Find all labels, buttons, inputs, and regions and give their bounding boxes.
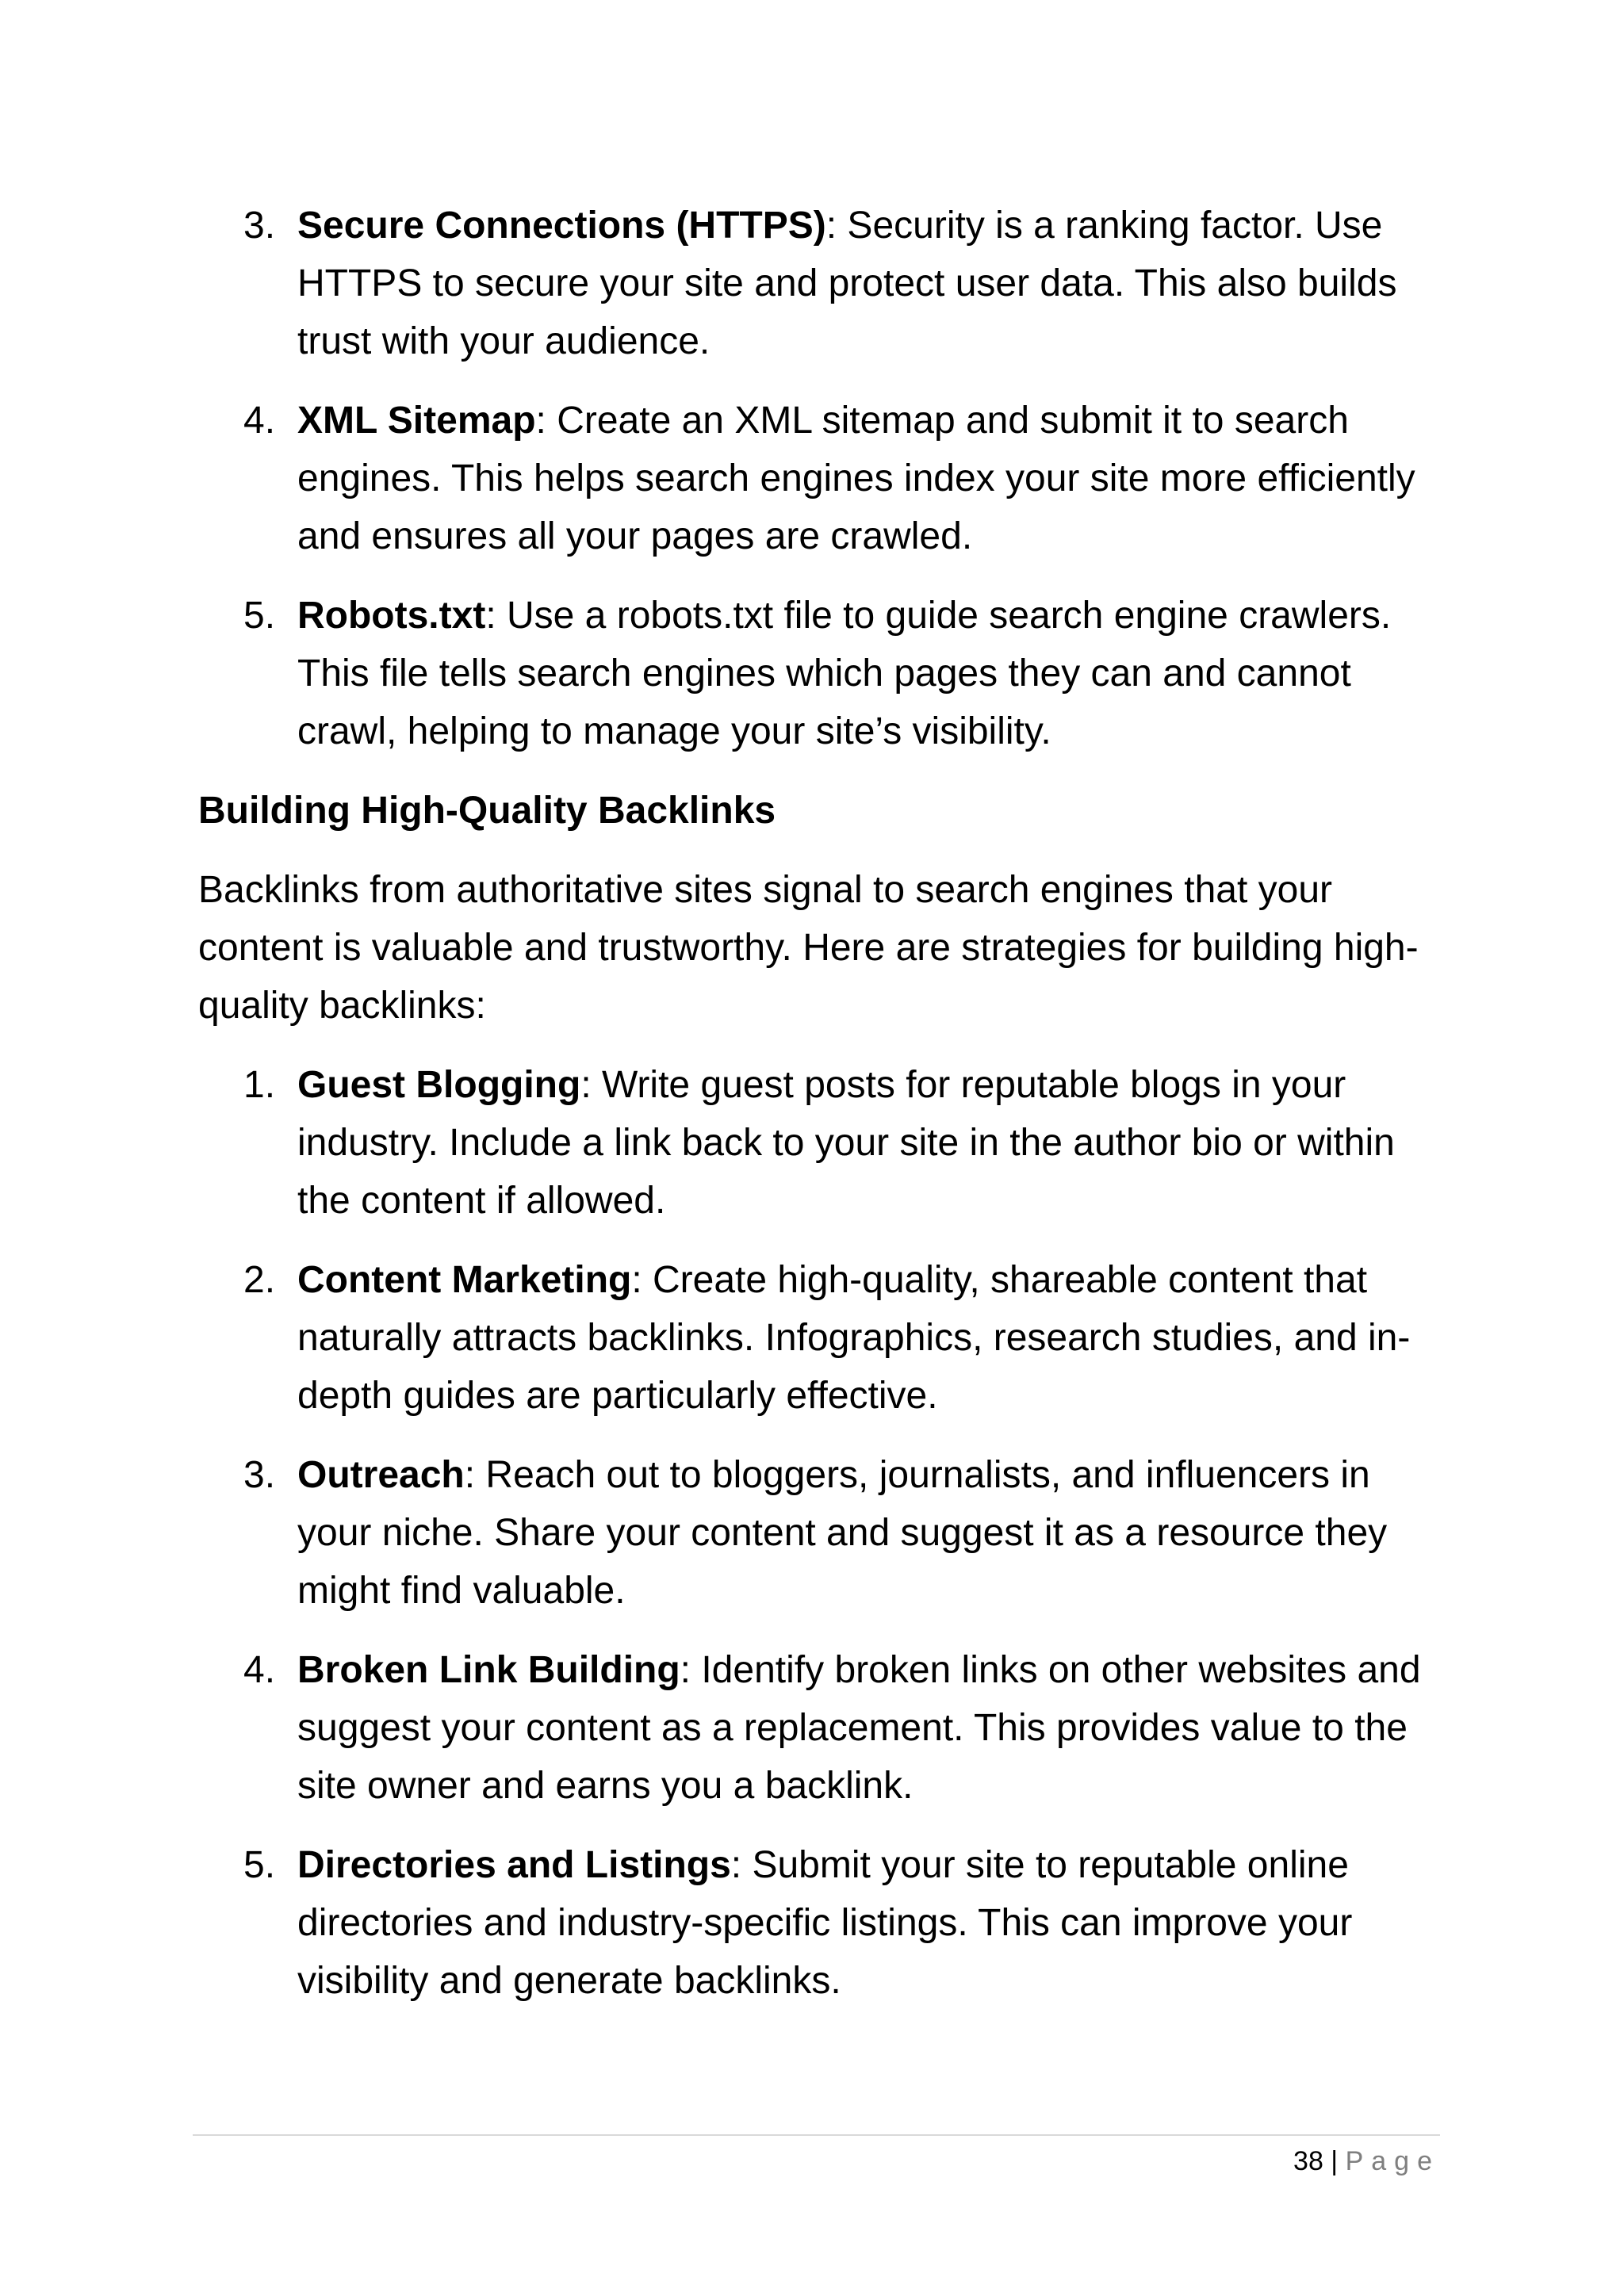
list-item-term: Secure Connections (HTTPS)	[297, 205, 826, 247]
page-content	[198, 197, 1443, 2031]
list-item-text: : Submit your site to reputable online directories and industry-specific listings. This can improve your visibility and generate backlinks.	[297, 1844, 1353, 2002]
list-item-text: : Identify broken links on other websites and suggest your content as a replacement. This provides value to the site owner and earns you a backlink.	[297, 1649, 1421, 1807]
section-intro: Backlinks from authoritative sites signal to search engines that your content is valuable and trustworthy. Here are strategies for building high-quality backlinks:	[198, 869, 1419, 1027]
list-item-text: : Write guest posts for reputable blogs in your industry. Include a link back to your site in the author bio or within the content if allowed.	[297, 1064, 1395, 1222]
list-item-text: : Use a robots.txt file to guide search engine crawlers. This file tells search engines which pages they can and cannot crawl, helping to manage your site’s visibility.	[297, 595, 1392, 752]
list-item	[198, 1836, 1443, 2010]
list-item	[198, 1056, 1443, 1230]
footer-divider	[193, 2134, 1440, 2136]
list-item	[198, 1641, 1443, 1815]
list-item	[198, 1446, 1443, 1620]
list-item-term: Directories and Listings	[297, 1844, 731, 1886]
list-item-number: 5.	[243, 1844, 276, 1886]
footer-separator: |	[1323, 2146, 1346, 2176]
list-item-text: : Reach out to bloggers, journalists, and influencers in your niche. Share your content and suggest it as a resource they might find valuable.	[297, 1454, 1388, 1612]
page-number: 38	[1293, 2146, 1323, 2176]
list-item	[198, 392, 1443, 565]
list-item-term: Broken Link Building	[297, 1649, 680, 1691]
list-item-text: : Create high-quality, shareable content that naturally attracts backlinks. Infographics, research studies, and in-depth guides are particularly effective.	[297, 1259, 1411, 1417]
list-item-number: 2.	[243, 1259, 276, 1301]
list-item	[198, 197, 1443, 370]
list-item-number: 5.	[243, 595, 276, 637]
backlink-strategies-list	[198, 1056, 1443, 2010]
technical-seo-list	[198, 197, 1443, 760]
page-label: Page	[1345, 2146, 1440, 2176]
list-item-number: 1.	[243, 1064, 276, 1106]
list-item-number: 3.	[243, 1454, 276, 1496]
list-item-text: : Security is a ranking factor. Use HTTPS to secure your site and protect user data. This also builds trust with your audience.	[297, 205, 1397, 362]
list-item-term: Guest Blogging	[297, 1064, 581, 1106]
list-item-term: Robots.txt	[297, 595, 486, 637]
list-item-number: 4.	[243, 1649, 276, 1691]
section-heading: Building High-Quality Backlinks	[198, 790, 776, 832]
list-item-term: Outreach	[297, 1454, 465, 1496]
list-item-number: 3.	[243, 205, 276, 247]
list-item	[198, 587, 1443, 760]
list-item-text: : Create an XML sitemap and submit it to search engines. This helps search engines index your site more efficiently and ensures all your pages are crawled.	[297, 400, 1415, 557]
list-item-term: XML Sitemap	[297, 400, 536, 442]
list-item	[198, 1251, 1443, 1425]
page-footer	[1293, 2141, 1440, 2182]
list-item-number: 4.	[243, 400, 276, 442]
list-item-term: Content Marketing	[297, 1259, 632, 1301]
